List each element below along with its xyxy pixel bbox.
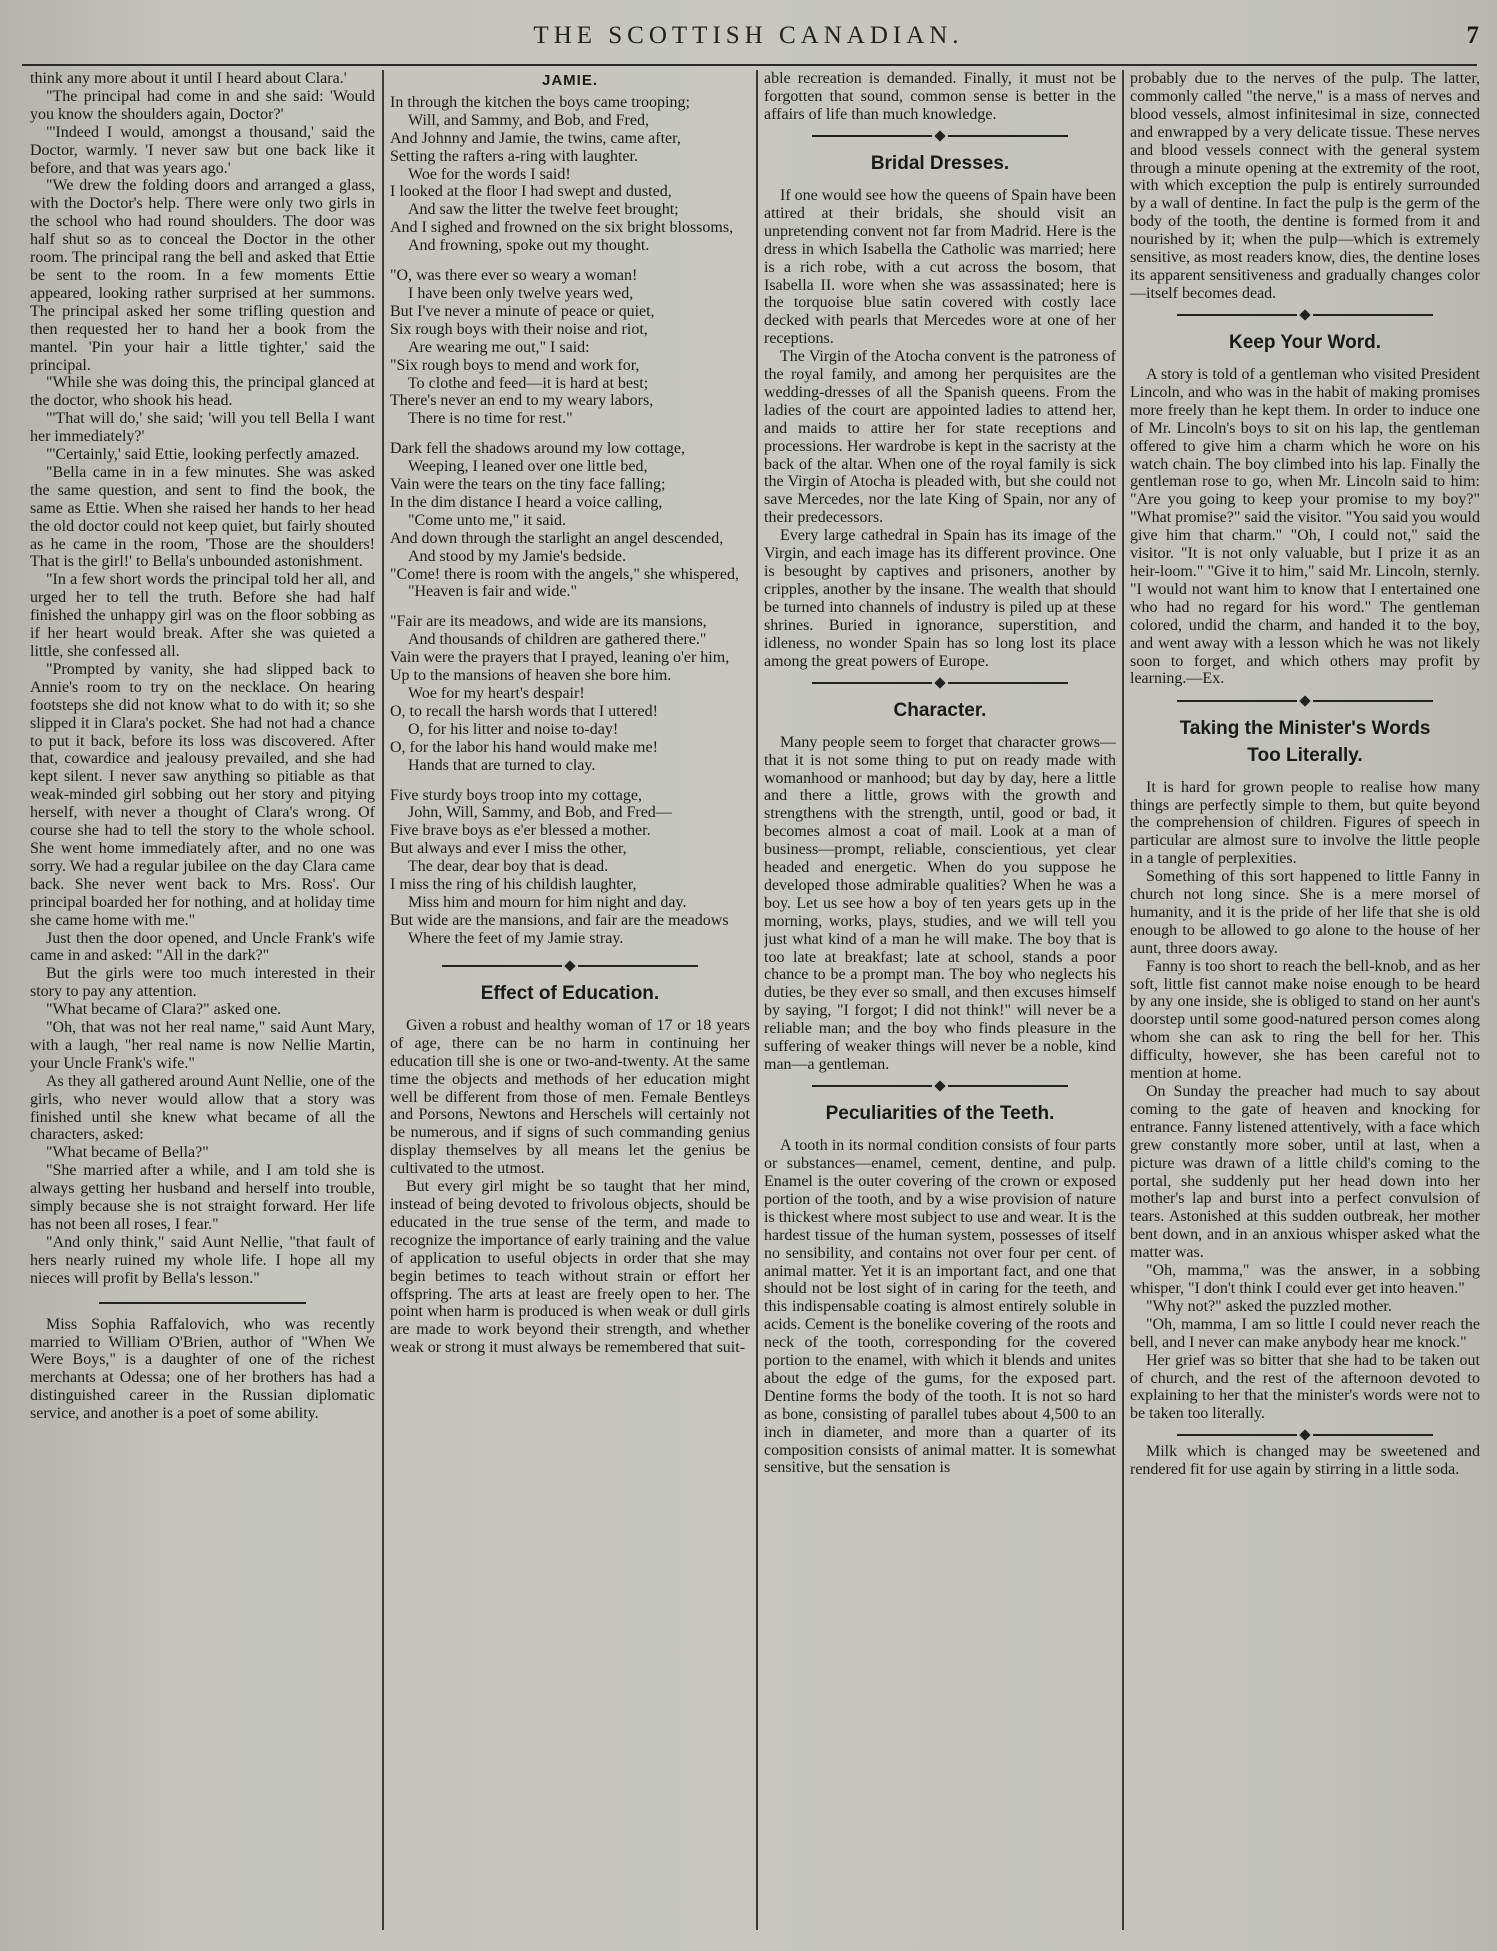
- paragraph: "Oh, mamma, I am so little I could never reach the bell, and I never can make anybody hear me knock.": [1130, 1315, 1480, 1351]
- column-rule: [756, 70, 758, 1930]
- column-2: [390, 70, 750, 1938]
- paragraph: "Why not?" asked the puzzled mother.: [1146, 1297, 1392, 1315]
- poem-line: O, to recall the harsh words that I uttered!: [390, 702, 658, 720]
- poem-line: I looked at the floor I had swept and dusted,: [390, 183, 672, 201]
- paragraph: "Bella came in in a few minutes. She was asked the same question, and sent to find the book, the same as Ettie. When she raised her hands to her head the old doctor could not keep quiet, but fairly shouted as he came in the room, 'Those are the shoulders! That is the girl!' to Bella's unbounded astonishment.: [30, 463, 375, 571]
- paragraph: But the girls were too much interested in their story to pay any attention.: [30, 965, 375, 1001]
- paragraph: "Prompted by vanity, she had slipped back to Annie's room to try on the necklace. On hearing footsteps she did not know what to do with it; so she slipped it in Clara's pocket. She had not had a chance to put it back, before its loss was discovered. After that, cowardice and jealousy prevailed, and she had kept silent. I never saw anything so pitiable as that weak-minded girl sobbing out her story and pitying herself, with never a thought of Clara's wrong. Of course she had to tell the story to the whole school. She went home immediately after, and no one was sorry. We had a regular jubilee on the day Clara came back. She never went back to Mrs. Ross'. Our principal boarded her for nothing, and at holiday time she came home with me.": [30, 660, 375, 929]
- column-3: [764, 70, 1116, 1938]
- story-continuation: [30, 70, 375, 1288]
- column-rule: [382, 70, 384, 1930]
- ornament-divider: [764, 676, 1116, 686]
- paragraph: "'Indeed I would, amongst a thousand,' said the Doctor, warmly. 'I never saw but one back like it before, and that was years ago.': [30, 123, 375, 177]
- poem-line: In through the kitchen the boys came trooping;: [390, 93, 690, 111]
- paragraph: probably due to the nerves of the pulp. The latter, commonly called "the nerve," is a mass of nerves and blood vessels, almost infinitesimal in size, connected and enwrapped by a very delicate tissue. These nerves and blood vessels connect with the general system through a minute opening at the extremity of the root, with which exception the pulp is entirely surrounded by a wall of dentine. In fact the pulp is the germ of the body of the tooth, the dentine is formed from it and nourished by it; when the pulp—which is extremely sensitive, as most readers know, dies, the dentine loses its apparent sensitiveness and gradually changes color—itself becomes dead.: [1130, 70, 1480, 302]
- article-title: Taking the Minister's Words: [1179, 717, 1431, 739]
- paragraph: Given a robust and healthy woman of 17 or 18 years of age, there can be no harm in continuing her education till she is one or two-and-twenty. At the same time the objects and methods of her education might well be different from those of men. Female Bentleys and Porsons, Newtons and Herschels will certainly not be numerous, and if signs of such commanding genius display themselves by all means let the genius be cultivated to the utmost.: [390, 1016, 750, 1178]
- paragraph: "We drew the folding doors and arranged a glass, with the Doctor's help. There were only two girls in the school who had round shoulders. The door was half shut so as to conceal the Doctor in the other room. The principal rang the bell and asked that Ettie be sent to the room. In a few moments Ettie appeared, looking rather surprised at her summons. The principal asked her some trifling question and then requested her to hand her a book from the mantel. 'Pin your hair a little tighter,' said the principal.: [30, 177, 375, 374]
- paragraph: As they all gathered around Aunt Nellie, one of the girls, who never would allow that a story was finished until she knew what became of all the characters, asked:: [30, 1072, 375, 1144]
- paragraph: "While she was doing this, the principal glanced at the doctor, who shook his head.: [30, 374, 375, 410]
- poem-line: There is no time for rest.": [408, 410, 573, 428]
- article-title: Peculiarities of the Teeth.: [825, 1103, 1055, 1125]
- paragraph: "'Certainly,' said Ettie, looking perfectly amazed.: [46, 446, 360, 464]
- poem-line: Vain were the tears on the tiny face falling;: [390, 476, 666, 494]
- poem-line: "Come unto me," it said.: [408, 511, 566, 529]
- poem-line: And saw the litter the twelve feet brought;: [408, 201, 679, 219]
- article-title: Effect of Education.: [480, 982, 660, 1004]
- poem-line: There's never an end to my weary labors,: [390, 392, 654, 410]
- poem: [390, 94, 750, 948]
- article-title: Character.: [893, 699, 987, 721]
- paragraph: "What became of Bella?": [46, 1144, 209, 1162]
- paragraph: A story is told of a gentleman who visited President Lincoln, and who was in the habit of making promises more freely than he kept them. In order to induce one of Mr. Lincoln's boys to sit on his lap, the gentleman offered to give him a charm which he wore on his watch chain. The boy climbed into his lap. Finally the gentleman rose to go, when Mr. Lincoln said to him: "Are you going to keep your promise to my boy?" "What promise?" said the visitor. "You said you would give him that charm." "Oh, I could not," said the visitor. "It is not only valuable, but I prize it as an heir-loom." "Give it to him," said Mr. Lincoln, sternly. "I would not want him to know that I entertained one who had no regard for his word." The gentleman colored, undid the charm, and handed it to the boy, and went away with a lesson which he was not likely soon to forget, and which others may profit by learning.—Ex.: [1130, 366, 1480, 688]
- paragraph: "She married after a while, and I am told she is always getting her husband and herself into trouble, simply because she is not straight forward. Her life has not been all roses, I fear.": [30, 1162, 375, 1233]
- paragraph: "Oh, that was not her real name," said Aunt Mary, with a laugh, "her real name is now Nellie Martin, your Uncle Frank's wife.": [30, 1019, 375, 1072]
- paragraph: "'That will do,' she said; 'will you tell Bella I want her immediately?': [30, 410, 375, 446]
- column-rule: [1122, 70, 1124, 1930]
- section-divider: [99, 1294, 306, 1304]
- poem-line: And down through the starlight an angel descended,: [390, 529, 724, 547]
- poem-line: "Fair are its meadows, and wide are its mansions,: [390, 613, 707, 631]
- poem-line: The dear, dear boy that is dead.: [408, 858, 609, 876]
- paragraph: Her grief was so bitter that she had to be taken out of church, and the rest of the afternoon devoted to explaining to her that the minister's words were not to be taken too literally.: [1130, 1351, 1480, 1423]
- poem-line: "Heaven is fair and wide.": [408, 583, 577, 601]
- paragraph: think any more about it until I heard about Clara.': [30, 70, 347, 87]
- paragraph: The Virgin of the Atocha convent is the patroness of the royal family, and among her perquisites are the wedding-dresses of all the Spanish queens. From the ladies of the court are appointed ladies to attend her, and maids to attire her for state receptions and processions. Her wardrobe is kept in the sacristy at the back of the altar. When one of the royal family is sick the Virgin of Atocha is pleaded with, but she could not save Mercedes, nor the late King of Spain, nor any of their predecessors.: [764, 348, 1116, 527]
- poem-line: And thousands of children are gathered there.": [408, 631, 707, 649]
- page-number: 7: [1466, 22, 1479, 49]
- paragraph: "Oh, mamma," was the answer, in a sobbing whisper, "I don't think I could ever get into heaven.": [1130, 1262, 1480, 1297]
- news-note: Miss Sophia Raffalovich, who was recently married to William O'Brien, author of "When We Were Boys," is a daughter of one of the richest merchants at Odessa; one of her brothers has had a distinguished career in the Russian diplomatic service, and another is a poet of some ability.: [30, 1315, 375, 1423]
- poem-line: I miss the ring of his childish laughter,: [390, 876, 637, 894]
- paragraph: On Sunday the preacher had much to say about coming to the gate of heaven and knocking for entrance. Fanny listened attentively, with a face which grew constantly more sober, until at last, when a picture was drawn of a little child's coming to the portal, she suddenly put her head down into her mother's lap and burst into a perfect convulsion of tears. Astonished at this sudden outbreak, her mother bent down, and in an anxious whisper asked what the matter was.: [1130, 1083, 1480, 1262]
- paragraph: It is hard for grown people to realise how many things are perfectly simple to them, but quite beyond the comprehension of children. Figures of speech in particular are almost sure to involve the little people in a tangle of perplexities.: [1130, 778, 1480, 868]
- ornament-divider: [764, 1080, 1116, 1090]
- masthead-rule: [22, 64, 1477, 66]
- poem-line: But I've never a minute of peace or quiet,: [390, 302, 655, 320]
- poem-line: "O, was there ever so weary a woman!: [390, 267, 638, 285]
- news-note: Milk which is changed may be sweetened and rendered fit for use again by stirring in a little soda.: [1130, 1443, 1480, 1479]
- article-title-line-2: Too Literally.: [1247, 744, 1363, 766]
- paragraph: "In a few short words the principal told her all, and urged her to tell the truth. Before she had half finished the unhappy girl was on the floor sobbing as if her heart would break. After she was quieted a little, she confessed all.: [30, 571, 375, 660]
- poem-line: Dark fell the shadows around my low cottage,: [390, 440, 686, 458]
- paragraph: "And only think," said Aunt Nellie, "that fault of hers nearly ruined my whole life. I hope all my nieces will profit by Bella's lesson.": [30, 1233, 375, 1287]
- paragraph: Many people seem to forget that character grows—that it is not some thing to put on ready made with womanhood or manhood; but day by day, here a little and there a little, grows with the growth and strengthens with the strength, until, good or bad, it becomes almost a coat of mail. Look at a man of business—prompt, reliable, conscientious, yet clear headed and energetic. When do you suppose he developed those admirable qualities? When he was a boy. Let us see how a boy of ten years gets up in the morning, works, plays, studies, and we will tell you just what kind of a man he will make. The boy that is too late at breakfast; late at school, stands a poor chance to be a prompt man. The boy who neglects his duties, be they ever so small, and then excuses himself by saying, "I forgot; I did not think!" will never be a reliable man; and the boy who finds pleasure in the suffering of weaker things will never be a noble, kind man—a gentleman.: [764, 733, 1116, 1073]
- article-title: Keep Your Word.: [1228, 332, 1382, 354]
- poem-line: In the dim distance I heard a voice calling,: [390, 493, 663, 511]
- poem-line: O, for his litter and noise to-day!: [408, 720, 619, 738]
- column-4: [1130, 70, 1480, 1938]
- paragraph: "The principal had come in and she said: 'Would you know the shoulders again, Doctor?': [30, 87, 375, 123]
- newspaper-title: THE SCOTTISH CANADIAN.: [533, 22, 964, 49]
- poem-line: To clothe and feed—it is hard at best;: [408, 374, 649, 392]
- poem-line: Five brave boys as e'er blessed a mother.: [390, 822, 651, 840]
- ornament-divider: [1130, 1429, 1480, 1439]
- poem-line: I have been only twelve years wed,: [408, 284, 634, 302]
- poem-line: Vain were the prayers that I prayed, leaning o'er him,: [390, 649, 730, 667]
- poem-line: "Six rough boys to mend and work for,: [390, 356, 640, 374]
- poem-stanza: [390, 613, 750, 774]
- poem-line: "Come! there is room with the angels," she whispered,: [390, 565, 739, 583]
- poem-line: John, Will, Sammy, and Bob, and Fred—: [408, 804, 672, 822]
- paragraph: "What became of Clara?" asked one.: [46, 1001, 282, 1019]
- ornament-divider: [390, 960, 750, 970]
- paragraph: able recreation is demanded. Finally, it must not be forgotten that sound, common sense is better in the affairs of life than much knowledge.: [764, 70, 1116, 123]
- poem-line: Where the feet of my Jamie stray.: [408, 929, 624, 947]
- poem-stanza: [390, 787, 750, 948]
- poem-line: Five sturdy boys troop into my cottage,: [390, 786, 642, 804]
- paragraph: But every girl might be so taught that her mind, instead of being devoted to frivolous objects, should be educated in the true sense of the term, and made to recognize the importance of early training and the value of application to useful objects in order that she may begin betimes to teach without strain or effort her offspring. The arts at least are freely open to her. The point when harm is produced is when weak or dull girls are made to work beyond their strength, and whether weak or strong it must always be remembered that suit-: [390, 1178, 750, 1357]
- poem-line: And frowning, spoke out my thought.: [408, 237, 650, 255]
- poem-line: Woe for the words I said!: [408, 165, 571, 183]
- poem-line: Woe for my heart's despair!: [408, 685, 585, 702]
- article-title: Bridal Dresses.: [870, 152, 1010, 174]
- poem-stanza: [390, 440, 750, 601]
- poem-line: Weeping, I leaned over one little bed,: [408, 458, 648, 476]
- poem-line: Will, and Sammy, and Bob, and Fred,: [408, 111, 649, 129]
- poem-line: Six rough boys with their noise and riot,: [390, 320, 648, 338]
- paragraph: Every large cathedral in Spain has its image of the Virgin, and each image has its different province. One is besought by captives and prisoners, another by cripples, another by the insane. The wealth that should be turned into channels of industry is piled up at these shrines. Buried in ignorance, superstition, and idleness, no wonder Spain has so long lost its place among the great powers of Europe.: [764, 527, 1116, 670]
- paragraph: Fanny is too short to reach the bell-knob, and as her soft, little fist cannot make noise enough to be heard by any one inside, she is obliged to stand on her aunt's doorstep until some good-natured person comes along whom she can ask to ring the bell for her. This difficulty, however, she has been careful not to mention at home.: [1130, 957, 1480, 1083]
- poem-line: But wide are the mansions, and fair are the meadows: [390, 911, 729, 929]
- poem-line: Setting the rafters a-ring with laughter.: [390, 147, 638, 165]
- poem-line: Are wearing me out," I said:: [408, 338, 590, 356]
- poem-line: O, for the labor his hand would make me!: [390, 738, 658, 756]
- poem-line: Hands that are turned to clay.: [408, 756, 596, 774]
- poem-line: Miss him and mourn for him night and day.: [408, 893, 687, 911]
- ornament-divider: [1130, 694, 1480, 704]
- poem-line: And Johnny and Jamie, the twins, came after,: [390, 129, 681, 147]
- poem-stanza: [390, 267, 750, 428]
- paragraph: A tooth in its normal condition consists of four parts or substances—enamel, cement, dentine, and pulp. Enamel is the outer covering of the crown or exposed portion of the tooth, and by a wise provision of nature is thickest where most subject to use and wear. It is the hardest tissue of the human system, possesses of itself no sensibility, and contains not over four per cent. of animal matter. Yet it is an important fact, and one that should not be lost sight of in caring for the teeth, and this indispensable coating is almost entirely soluble in acids. Cement is the bonelike covering of the roots and neck of the tooth, corresponding for the covered portion to the enamel, with which it blends and unites about the edge of the gums, for the exposed part. Dentine forms the body of the tooth. It is not so hard as bone, consisting of parallel tubes about 4,500 to an inch in diameter, and more than a quarter of its composition consists of animal matter. It is somewhat sensitive, but the sensation is: [764, 1137, 1116, 1477]
- ornament-divider: [764, 130, 1116, 140]
- poem-line: And I sighed and frowned on the six bright blossoms,: [390, 219, 734, 237]
- poem-line: And stood by my Jamie's bedside.: [408, 547, 626, 565]
- poem-line: Up to the mansions of heaven she bore him.: [390, 667, 672, 685]
- poem-stanza: [390, 94, 750, 255]
- poem-line: But always and ever I miss the other,: [390, 840, 627, 858]
- paragraph: Something of this sort happened to little Fanny in church not long since. She is a mere morsel of humanity, and it is the pride of her life that she is old enough to be allowed to go alone to the house of her aunt, three doors away.: [1130, 868, 1480, 957]
- column-1: [30, 70, 375, 1938]
- masthead: [0, 22, 1497, 62]
- paragraph: If one would see how the queens of Spain have been attired at their bridals, she should visit an unpretending convent not far from Madrid. Here is the dress in which Isabella the Catholic was married; here is a rich robe, with a cut across the bosom, that Isabella II. wore when she was assassinated; here is the torquoise blue satin covered with costly lace decked with pearls that Mercedes wore at one of her receptions.: [764, 186, 1116, 348]
- paragraph: Just then the door opened, and Uncle Frank's wife came in and asked: "All in the dark?": [30, 929, 375, 965]
- ornament-divider: [1130, 309, 1480, 319]
- poem-title: JAMIE.: [541, 72, 598, 89]
